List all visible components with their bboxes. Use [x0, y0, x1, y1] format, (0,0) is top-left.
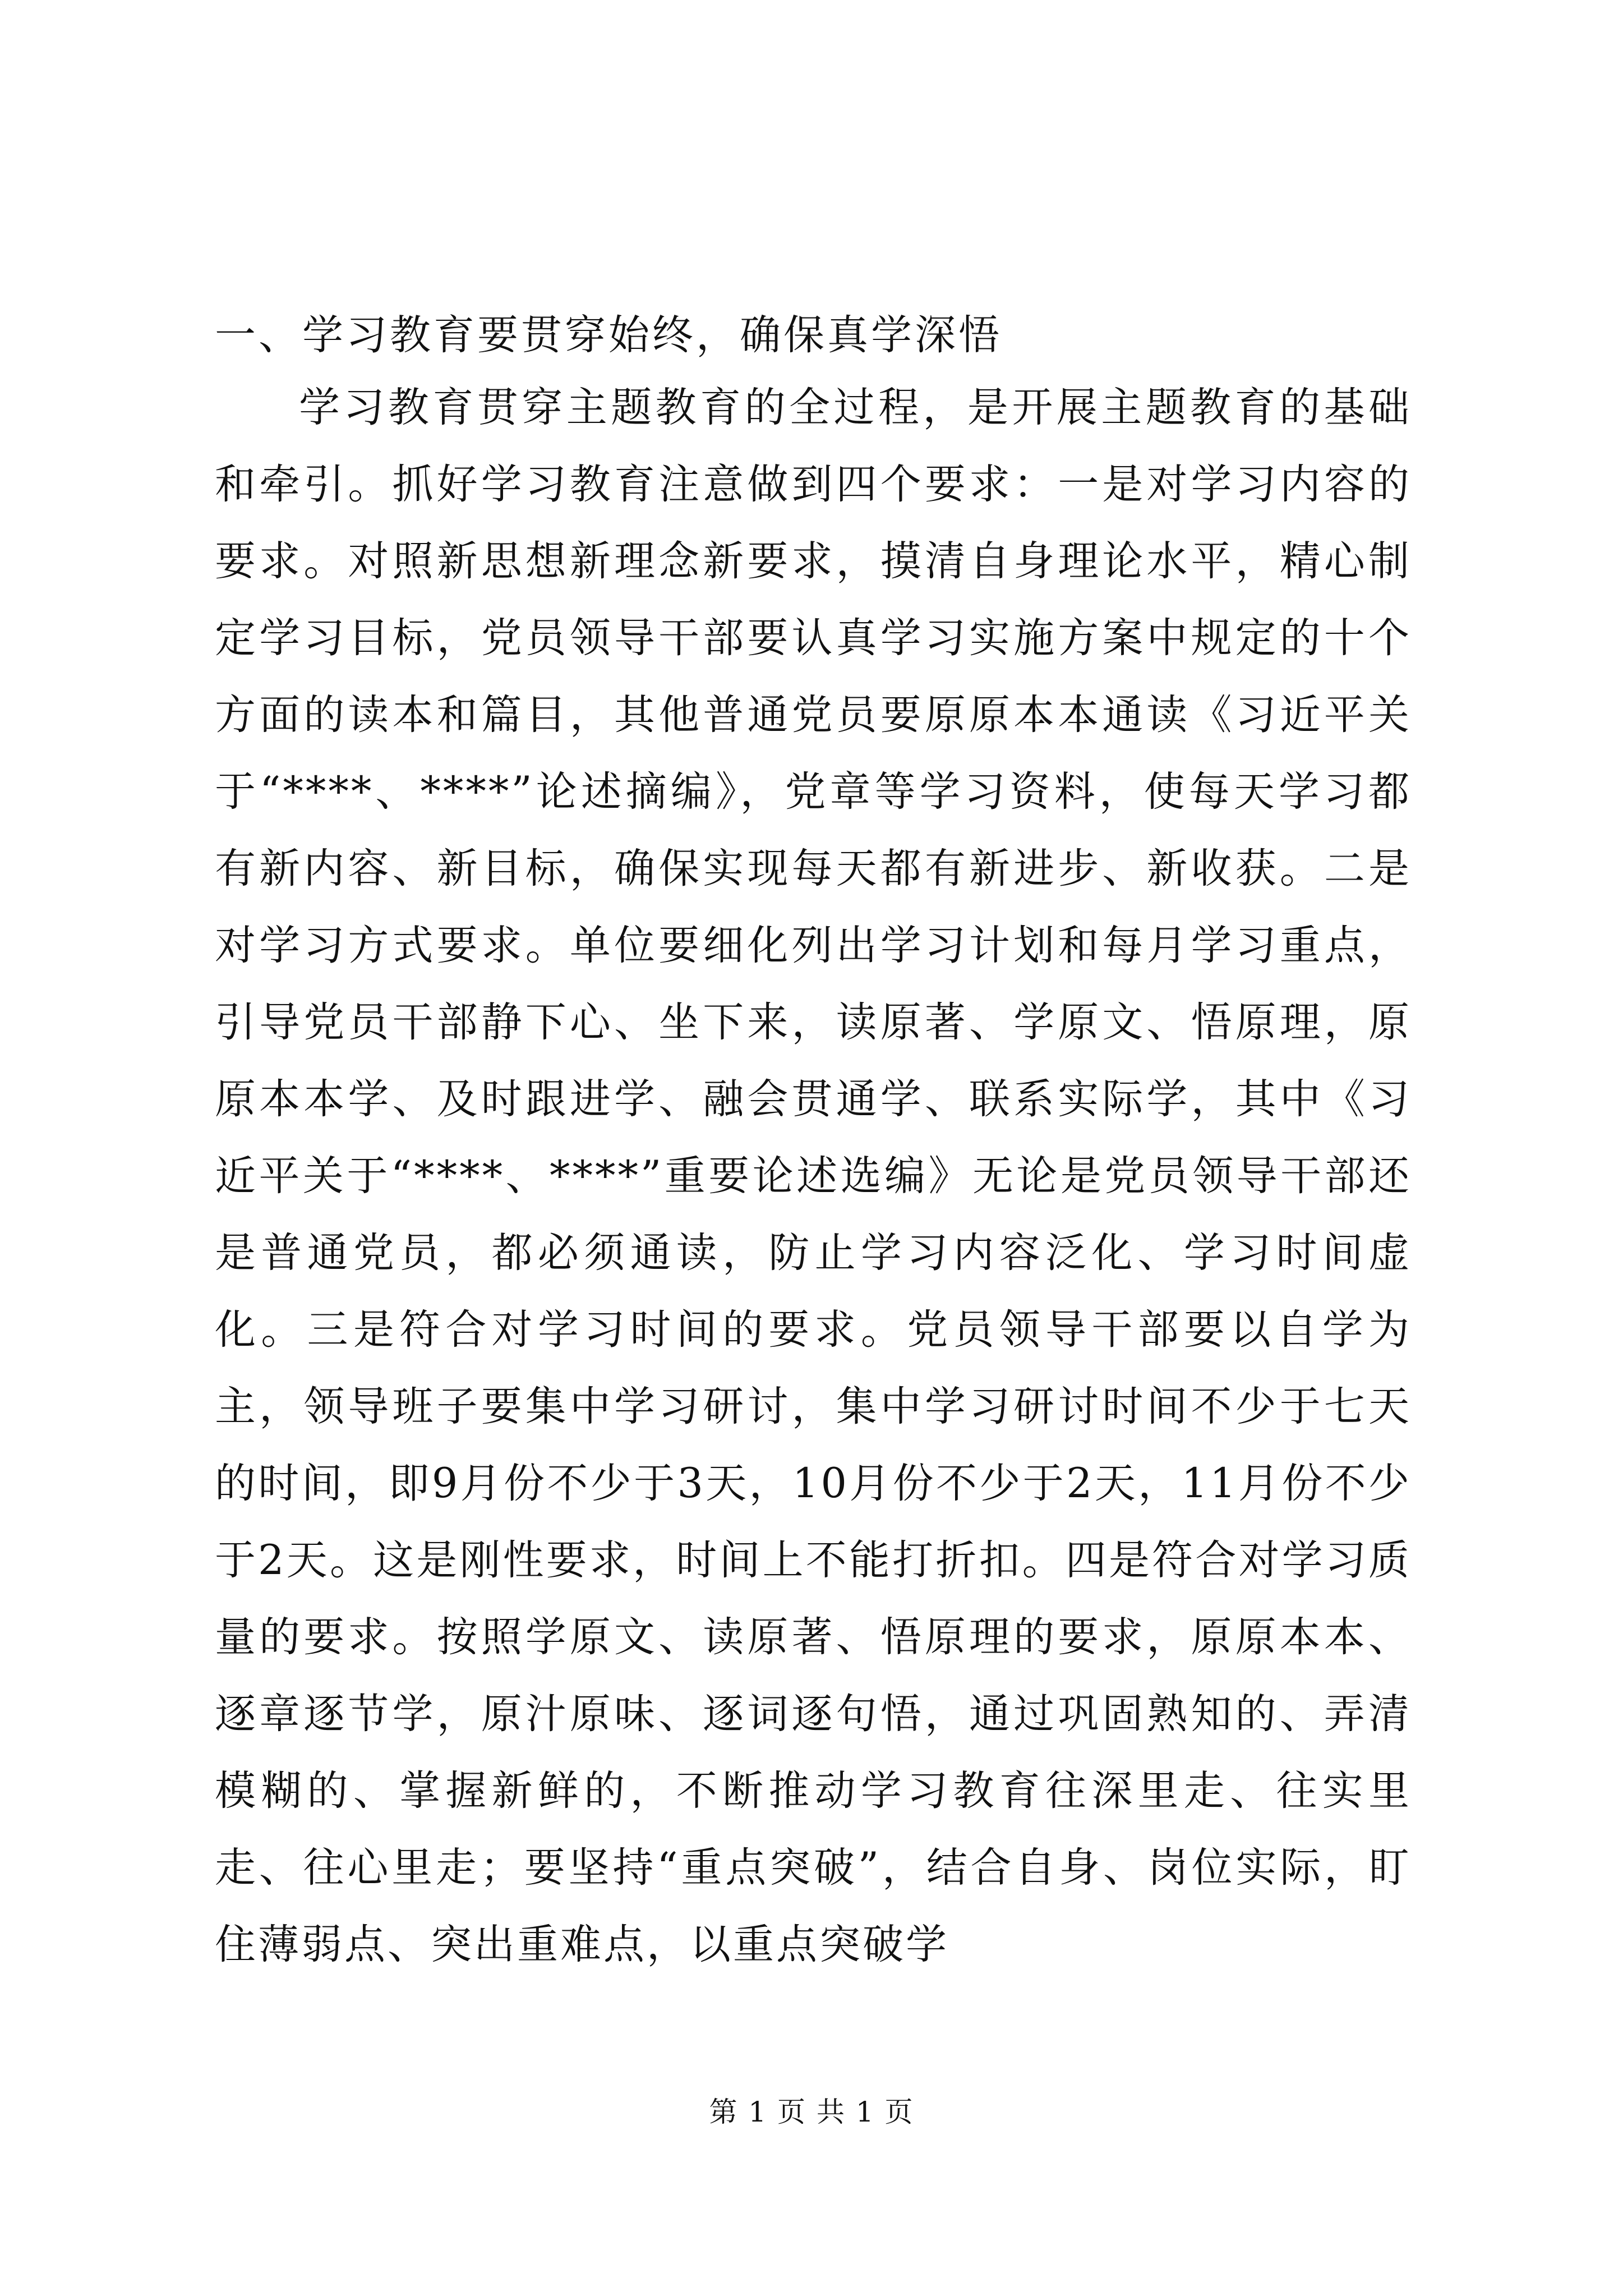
- section-heading: 一、学习教育要贯穿始终，确保真学深悟: [215, 311, 1002, 359]
- page-number-footer: 第 1 页 共 1 页: [709, 2096, 914, 2128]
- body-paragraph: 学习教育贯穿主题教育的全过程，是开展主题教育的基础和牵引。抓好学习教育注意做到四个要求：一是对学习内容的要求。对照新思想新理念新要求，摸清自身理论水平，精心制定学习目标，党员领导干部要认真学习实施方案中规定的十个方面的读本和篇目，其他普通党员要原原本本通读《习近平关于“****、****”论述摘编》，党章等学习资料，使每天学习都有新内容、新目标，确保实现每天都有新进步、新收获。二是对学习方式要求。单位要细化列出学习计划和每月学习重点，引导党员干部静下心、坐下来，读原著、学原文、悟原理，原原本本学、及时跟进学、融会贯通学、联系实际学，其中《习近平关于“****、****”重要论述选编》无论是党员领导干部还是普通党员，都必须通读，防止学习内容泛化、学习时间虚化。三是符合对学习时间的要求。党员领导干部要以自学为主，领导班子要集中学习研讨，集中学习研讨时间不少于七天的时间，即9月份不少于3天，10月份不少于2天，11月份不少于2天。这是刚性要求，时间上不能打折扣。四是符合对学习质量的要求。按照学原文、读原著、悟原理的要求，原原本本、逐章逐节学，原汁原味、逐词逐句悟，通过巩固熟知的、弄清模糊的、掌握新鲜的，不断推动学习教育往深里走、往实里走、往心里走；要坚持“重点突破”，结合自身、岗位实际，盯住薄弱点、突出重难点，以重点突破学: [215, 384, 1412, 1968]
